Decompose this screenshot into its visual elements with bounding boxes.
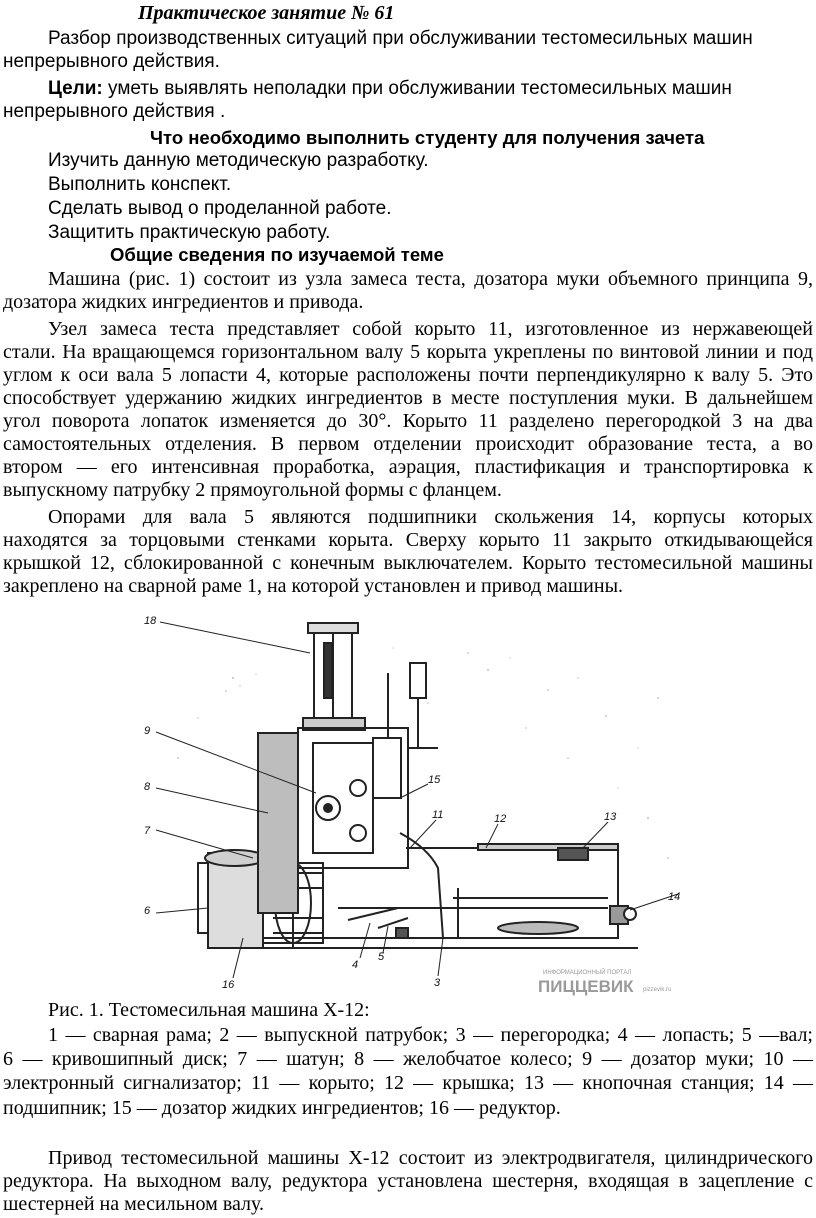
dosing-unit bbox=[258, 663, 438, 913]
figure-label: 15 bbox=[428, 774, 441, 786]
tasks-heading: Что необходимо выполнить студенту для получения зачета bbox=[150, 127, 705, 148]
paragraph-line: дозатора жидких ингредиентов и привода. bbox=[3, 291, 364, 313]
figure-label: 9 bbox=[144, 725, 151, 737]
flour-dispenser-column bbox=[303, 623, 365, 730]
watermark-small: ИНФОРМАЦИОННЫЙ ПОРТАЛ bbox=[543, 970, 632, 976]
paragraph-line: Машина (рис. 1) состоит из узла замеса теста, дозатора муки объемного принципа 9, bbox=[48, 268, 813, 290]
caption-line: электронный сигнализатор; 11 — корыто; 12 — крышка; 13 — кнопочная станция; 14 — bbox=[3, 1072, 813, 1094]
figure-label: 11 bbox=[432, 809, 444, 821]
topic-line-2: непрерывного действия. bbox=[3, 51, 220, 72]
figure-label: 18 bbox=[144, 615, 157, 627]
paragraph-line: выпускному патрубку 2 прямоугольной формы с фланцем. bbox=[3, 479, 502, 501]
figure-label: 14 bbox=[668, 891, 681, 903]
paragraph-line: Привод тестомесильной машины Х-12 состоит из электродвигателя, цилиндрического bbox=[48, 1147, 813, 1169]
paragraph-line: втором — его интенсивная проработка, аэрация, пластификация и транспортировка к bbox=[3, 456, 813, 478]
topic-line-1: Разбор производственных ситуаций при обслуживании тестомесильных машин bbox=[48, 28, 753, 49]
task-item: Сделать вывод о проделанной работе. bbox=[48, 198, 392, 219]
print-speckles bbox=[177, 647, 669, 859]
figure-caption-title: Рис. 1. Тестомесильная машина Х-12: bbox=[48, 999, 370, 1021]
figure-label: 7 bbox=[144, 825, 151, 837]
figure-label: 8 bbox=[144, 781, 151, 793]
goals-line-1 bbox=[48, 77, 732, 100]
figure-label: 12 bbox=[494, 813, 507, 825]
machine-drawing bbox=[138, 608, 686, 996]
task-item: Изучить данную методическую разработку. bbox=[48, 150, 429, 171]
paragraph-line: шестерней на месильном валу. bbox=[3, 1193, 265, 1215]
paragraph-line: Опорами для вала 5 являются подшипники скольжения 14, корпусы которых bbox=[48, 506, 813, 528]
page-title: Практическое занятие № 61 bbox=[138, 2, 395, 24]
paragraph-line: закреплено на сварной раме 1, на которой установлен и привод машины. bbox=[3, 575, 623, 597]
figure-label: 4 bbox=[352, 959, 359, 971]
figure-label: 16 bbox=[222, 979, 235, 991]
figure-label: 3 bbox=[434, 977, 441, 989]
paragraph-line: самостоятельных отделения. В первом отделении происходит образование теста, а во bbox=[3, 433, 813, 455]
figure-label: 5 bbox=[378, 951, 385, 963]
watermark-big: ПИЦЦЕВИК bbox=[538, 977, 634, 996]
paragraph-line: углом к оси вала 5 лопасти 4, которые расположены почти перпендикулярно к валу 5. Это bbox=[3, 364, 813, 386]
task-item: Выполнить конспект. bbox=[48, 174, 232, 195]
machine-figure bbox=[138, 608, 686, 996]
watermark-logo bbox=[538, 968, 671, 996]
caption-line: 6 — кривошипный диск; 7 — шатун; 8 — желобчатое колесо; 9 — дозатор муки; 10 — bbox=[3, 1048, 813, 1070]
watermark-url: pizzevik.ru bbox=[643, 987, 672, 993]
paragraph-line: угол поворота лопаток изменяется до 30°. Корыто 11 разделено перегородкой 3 на два bbox=[3, 410, 813, 432]
paragraph-line: крышкой 12, сблокированной с конечным выключателем. Корыто тестомесильной машины bbox=[3, 552, 813, 574]
goals-text: уметь выявлять неполадки при обслуживании тестомесильных машин bbox=[102, 78, 732, 99]
goals-label: Цели: bbox=[48, 78, 103, 99]
paragraph-line: находятся за торцовыми стенками корыта. Сверху корыто 11 закрыто откидывающейся bbox=[3, 529, 813, 551]
bearing bbox=[610, 906, 636, 924]
general-heading: Общие сведения по изучаемой теме bbox=[110, 244, 444, 265]
task-item: Защитить практическую работу. bbox=[48, 222, 331, 243]
caption-line: 1 — сварная рама; 2 — выпускной патрубок; 3 — перегородка; 4 — лопасть; 5 —вал; bbox=[48, 1024, 813, 1046]
paragraph-line: редуктора. На выходном валу, редуктора установлена шестерня, входящая в зацепление с bbox=[3, 1170, 813, 1192]
paragraph-line: Узел замеса теста представляет собой корыто 11, изготовленное из нержавеющей bbox=[48, 318, 813, 340]
figure-label: 6 bbox=[144, 905, 151, 917]
paragraph-line: способствует удержанию жидких ингредиентов в месте поступления муки. В дальнейшем bbox=[3, 387, 813, 409]
caption-line: подшипник; 15 — дозатор жидких ингредиентов; 16 — редуктор. bbox=[3, 1097, 561, 1119]
figure-label: 13 bbox=[604, 811, 617, 823]
goals-line-2: непрерывного действия . bbox=[3, 101, 226, 122]
paragraph-line: стали. На вращающемся горизонтальном валу 5 корыта укреплены по винтовой линии и под bbox=[3, 341, 813, 363]
trough bbox=[400, 833, 618, 938]
